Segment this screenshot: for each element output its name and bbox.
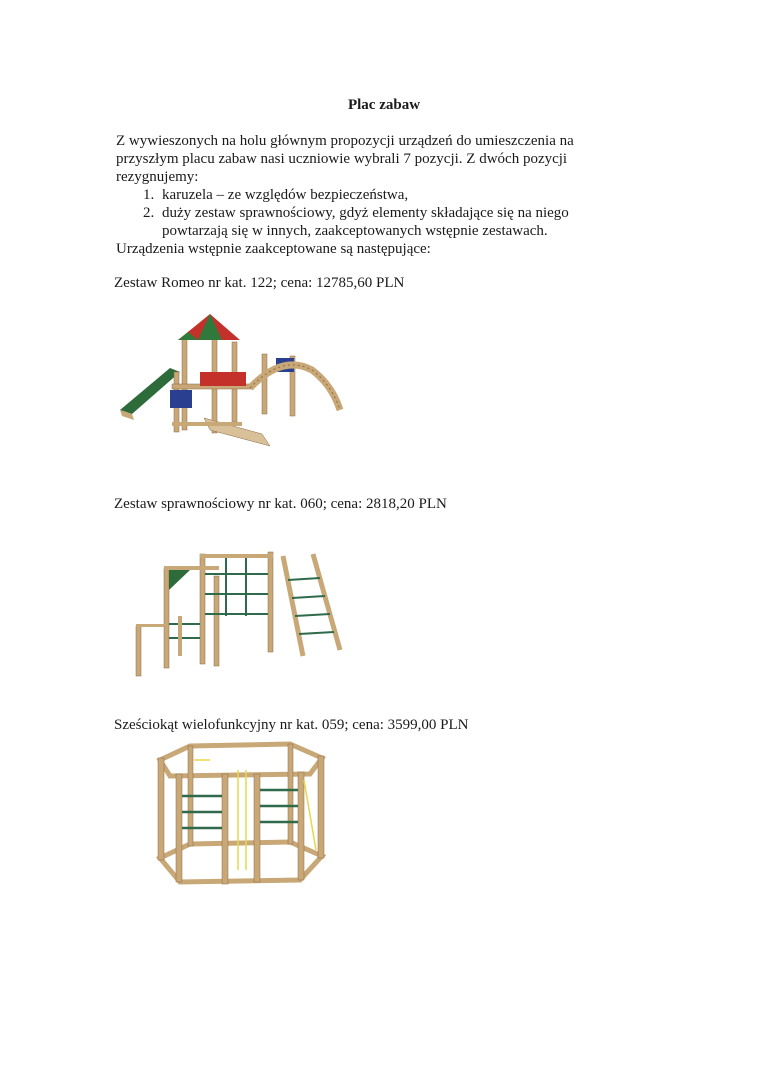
accepted-intro: Urządzenia wstępnie zaakceptowane są następujące: — [116, 241, 431, 257]
playground-set-romeo-illustration — [112, 310, 352, 455]
page-title: Plac zabaw — [347, 97, 421, 113]
product-label-fitness: Zestaw sprawnościowy nr kat. 060; cena: 2818,20 PLN — [114, 496, 447, 512]
rejected-item: 1. karuzela – ze względów bezpieczeństwa, — [158, 186, 596, 204]
product-label-romeo: Zestaw Romeo nr kat. 122; cena: 12785,60 PLN — [114, 275, 405, 291]
product-label-hexagon: Sześciokąt wielofunkcyjny nr kat. 059; cena: 3599,00 PLN — [114, 717, 469, 733]
intro-section — [116, 132, 596, 258]
rejected-items-list — [116, 186, 596, 240]
rejected-item: 2. duży zestaw sprawnościowy, gdyż elementy składające się na niego powtarzają się w innych, zaakceptowanych wstępnie zestawach. — [158, 204, 596, 240]
fitness-set-illustration — [128, 546, 353, 681]
intro-paragraph: Z wywieszonych na holu głównym propozycji urządzeń do umieszczenia na przyszłym placu zabaw nasi uczniowie wybrali 7 pozycji. Z dwóch pozycji rezygnujemy: — [116, 133, 574, 185]
hexagon-climber-illustration — [150, 740, 330, 890]
